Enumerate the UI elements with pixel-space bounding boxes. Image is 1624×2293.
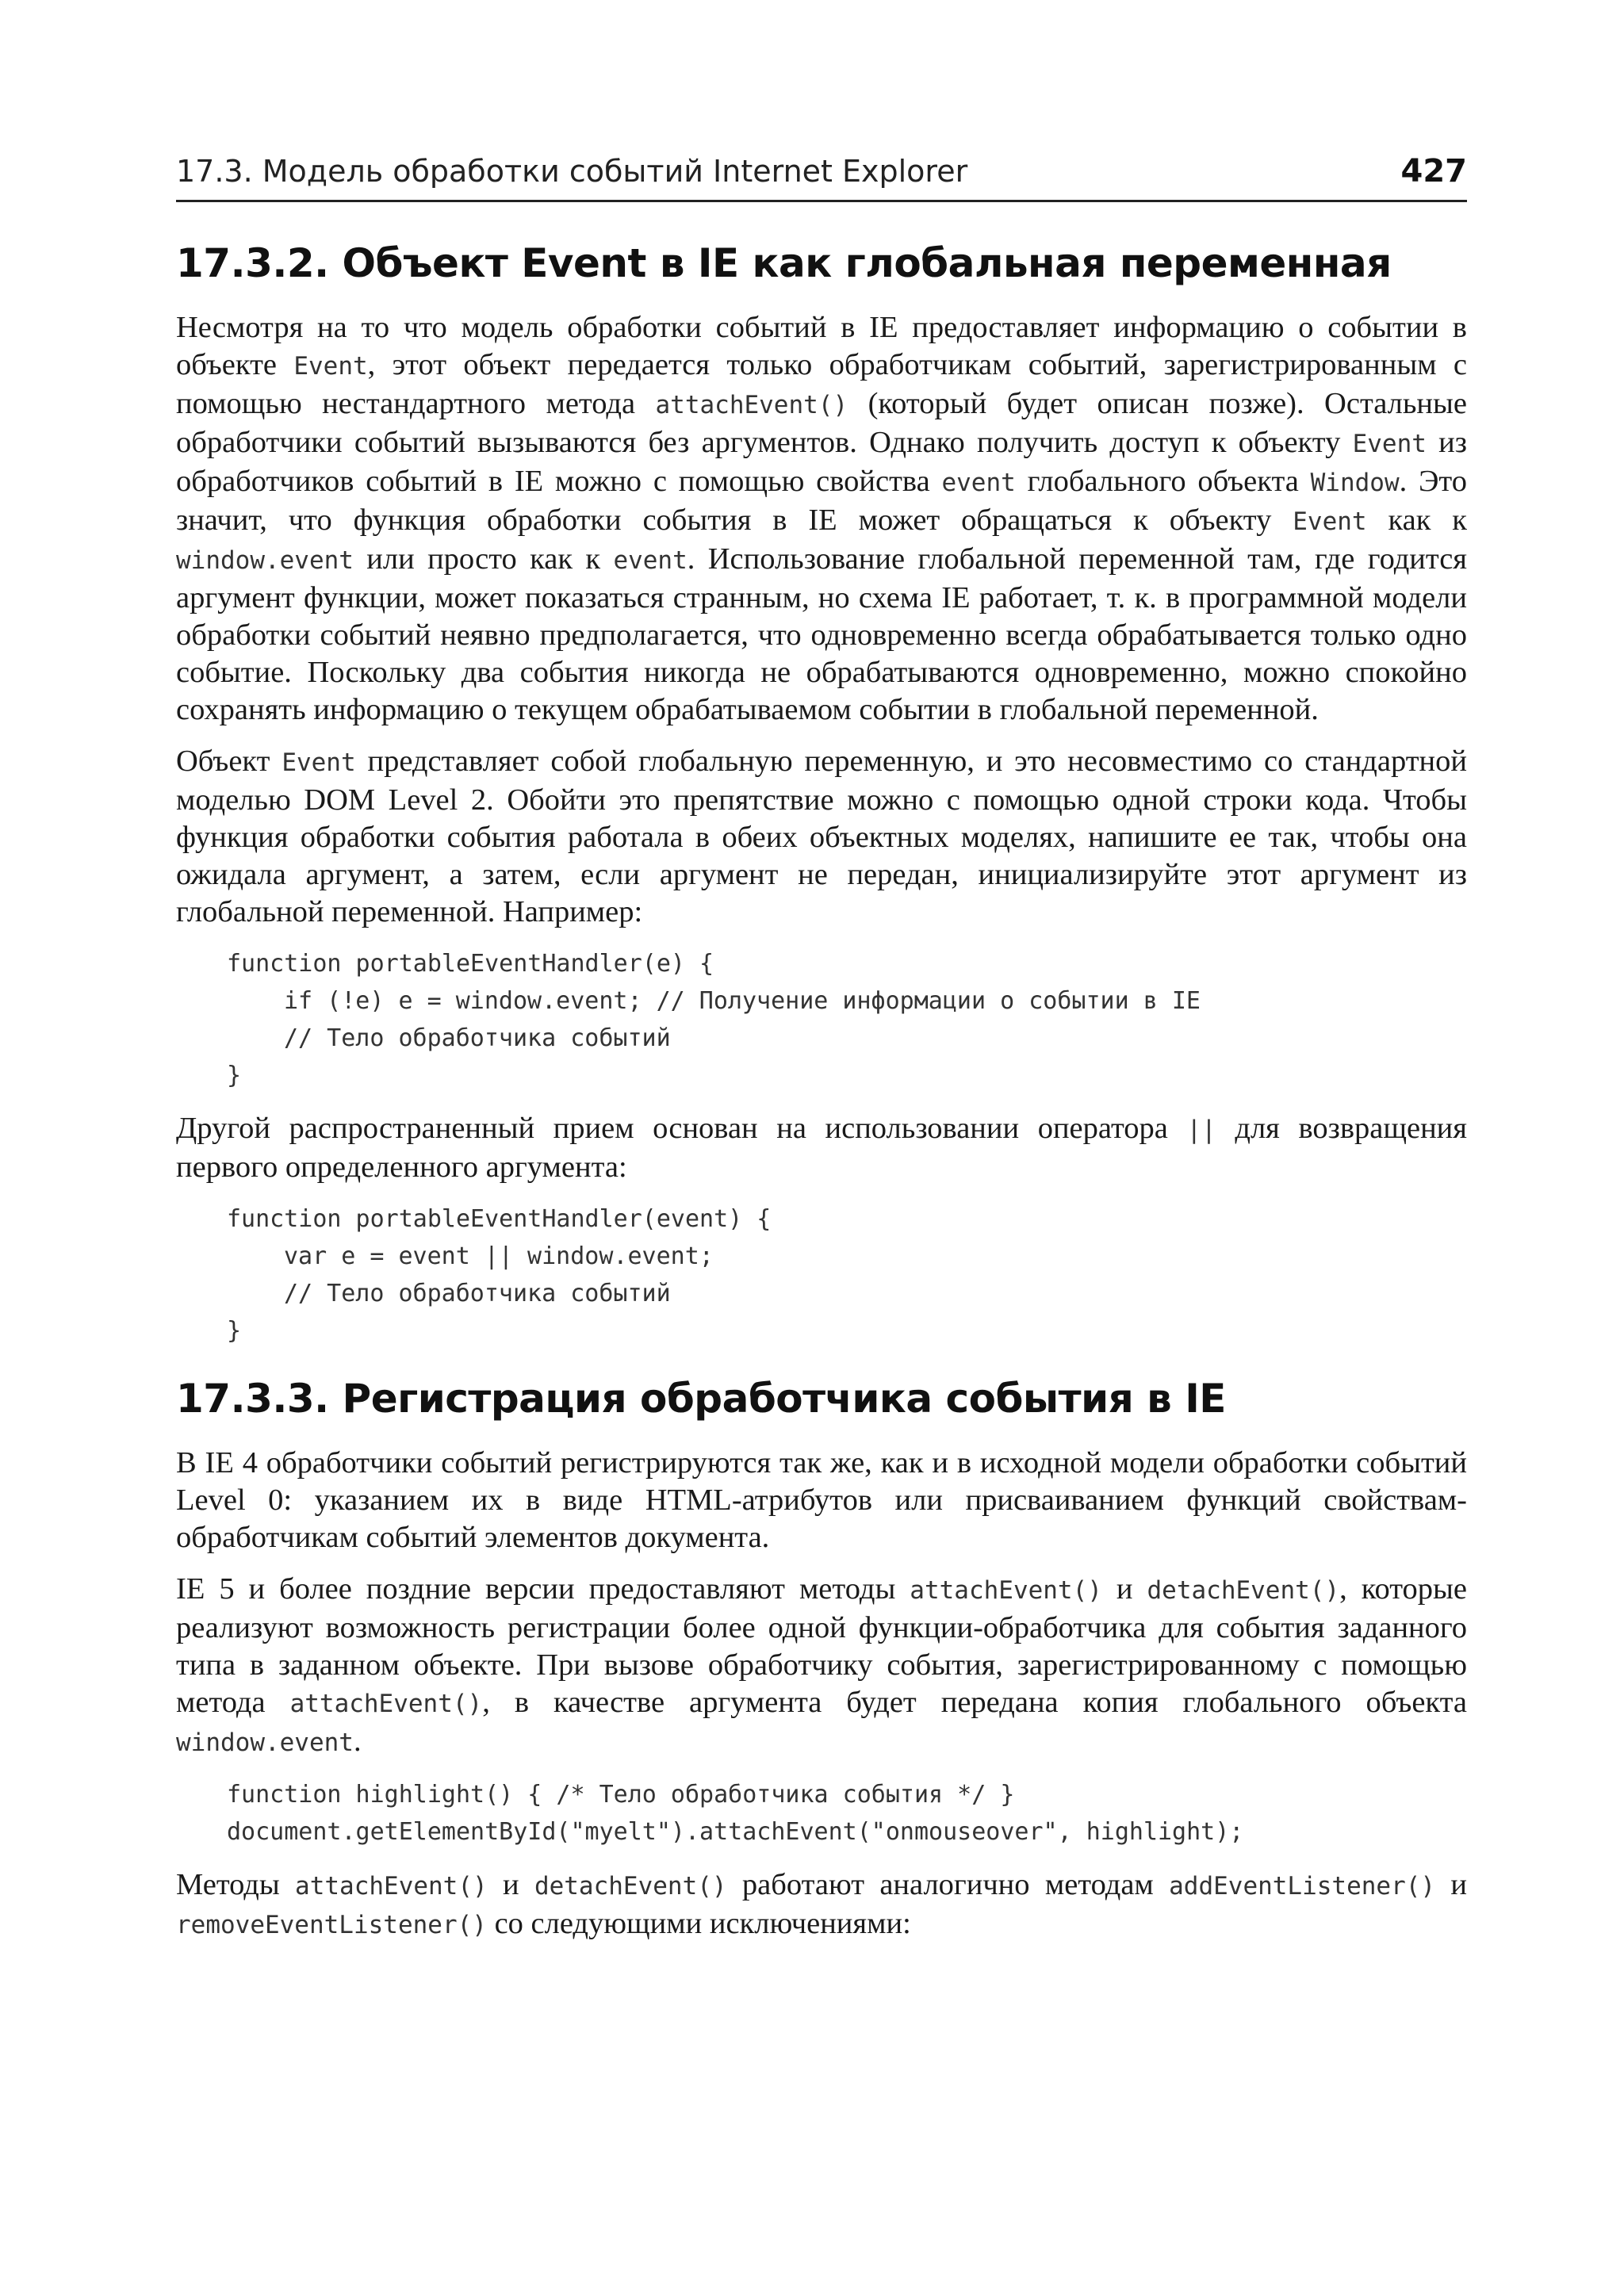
inline-code: attachEvent() <box>655 391 848 419</box>
code-line: // Тело обработчика событий <box>284 1024 671 1052</box>
code-block <box>227 945 1467 1094</box>
inline-code: window.event <box>176 546 354 575</box>
page-content <box>176 238 1467 1958</box>
inline-code: detachEvent() <box>534 1872 727 1901</box>
inline-code: detachEvent() <box>1147 1576 1340 1605</box>
inline-code: Window <box>1310 469 1400 497</box>
inline-code: window.event <box>176 1728 354 1757</box>
paragraph: IE 5 и более поздние версии предоставляют методы attachEvent() и detachEvent(), которые реализуют возможность регистрации более одной функции-обработчика для события заданного типа в заданном объекте. При вызове обработчику события, зарегистрированному с помощью метода attachEvent(), в качестве аргумента будет передана копия глобального объекта window.event. <box>176 1572 1468 1758</box>
section-heading-17-3-3: 17.3.3. Регистрация обработчика события в IE <box>176 1376 1226 1422</box>
paragraph: В IE 4 обработчики событий регистрируются так же, как и в исходной модели обработки событий Level 0: указанием их в виде HTML-атрибутов или присваиванием функций свойствам-обработчикам событий элементов документа. <box>176 1446 1467 1554</box>
inline-code: Event <box>1293 507 1367 536</box>
inline-code: removeEventListener() <box>176 1911 487 1939</box>
paragraph: Методы attachEvent() и detachEvent() работают аналогично методам addEventListener() и removeEventListener() со следующими исключениями: <box>176 1868 1467 1940</box>
code-line: function highlight() { /* Тело обработчика события */ } <box>227 1781 1015 1809</box>
paragraph: Объект Event представляет собой глобальную переменную, и это несовместимо со стандартной моделью DOM Level 2. Обойти это препятствие можно с помощью одной строки кода. Чтобы функция обработки события работала в обеих объектных моделях, напишите ее так, чтобы она ожидала аргумент, а затем, если аргумент не передан, инициализируйте этот аргумент из глобальной переменной. Например: <box>176 745 1467 928</box>
code-line: document.getElementById("myelt").attachEvent("onmouseover", highlight); <box>227 1818 1244 1846</box>
paragraph: Другой распространенный прием основан на использовании оператора || для возвращения первого определенного аргумента: <box>176 1112 1467 1184</box>
page-number: 427 <box>1400 153 1467 189</box>
code-line: if (!e) e = window.event; // Получение информации о событии в IE <box>284 987 1201 1015</box>
inline-code: Event <box>1352 430 1427 458</box>
inline-code: addEventListener() <box>1169 1872 1436 1901</box>
running-header <box>176 149 1467 202</box>
inline-code: || <box>1186 1116 1216 1144</box>
code-line: var e = event || window.event; <box>284 1242 714 1270</box>
inline-code: event <box>941 469 1016 497</box>
code-line: // Тело обработчика событий <box>284 1280 671 1307</box>
inline-code: attachEvent() <box>289 1690 483 1718</box>
code-block <box>227 1200 1467 1349</box>
code-line: } <box>227 1062 242 1089</box>
inline-code: attachEvent() <box>295 1872 488 1901</box>
inline-code: Event <box>282 748 356 777</box>
code-line: } <box>227 1317 242 1345</box>
paragraph: Несмотря на то что модель обработки событий в IE предоставляет информацию о событии в объекте Event, этот объект передается только обработчикам событий, зарегистрированным с помощью нестандартного метода attachEvent() (который будет описан позже). Остальные обработчики событий вызываются без аргументов. Однако получить доступ к объекту Event из обработчиков событий в IE можно с помощью свойства event глобального объекта Window. Это значит, что функция обработки события в IE может обращаться к объекту Event как к window.event или просто как к event. Использование глобальной переменной там, где годится аргумент функции, может показаться странным, но схема IE работает, т. к. в программной модели обработки событий неявно предполагается, что одновременно всегда обрабатывается только одно событие. Поскольку два события никогда не обрабатываются одновременно, можно спокойно сохранять информацию о текущем обрабатываемом событии в глобальной переменной. <box>176 311 1467 726</box>
inline-code: event <box>613 546 688 575</box>
inline-code: attachEvent() <box>910 1576 1102 1605</box>
code-block <box>227 1776 1467 1851</box>
section-heading-17-3-2: 17.3.2. Объект Event в IE как глобальная переменная <box>176 240 1392 286</box>
running-title: 17.3. Модель обработки событий Internet Explorer <box>176 154 968 189</box>
inline-code: Event <box>293 352 368 381</box>
code-line: function portableEventHandler(event) { <box>227 1205 772 1233</box>
code-line: function portableEventHandler(e) { <box>227 950 714 978</box>
